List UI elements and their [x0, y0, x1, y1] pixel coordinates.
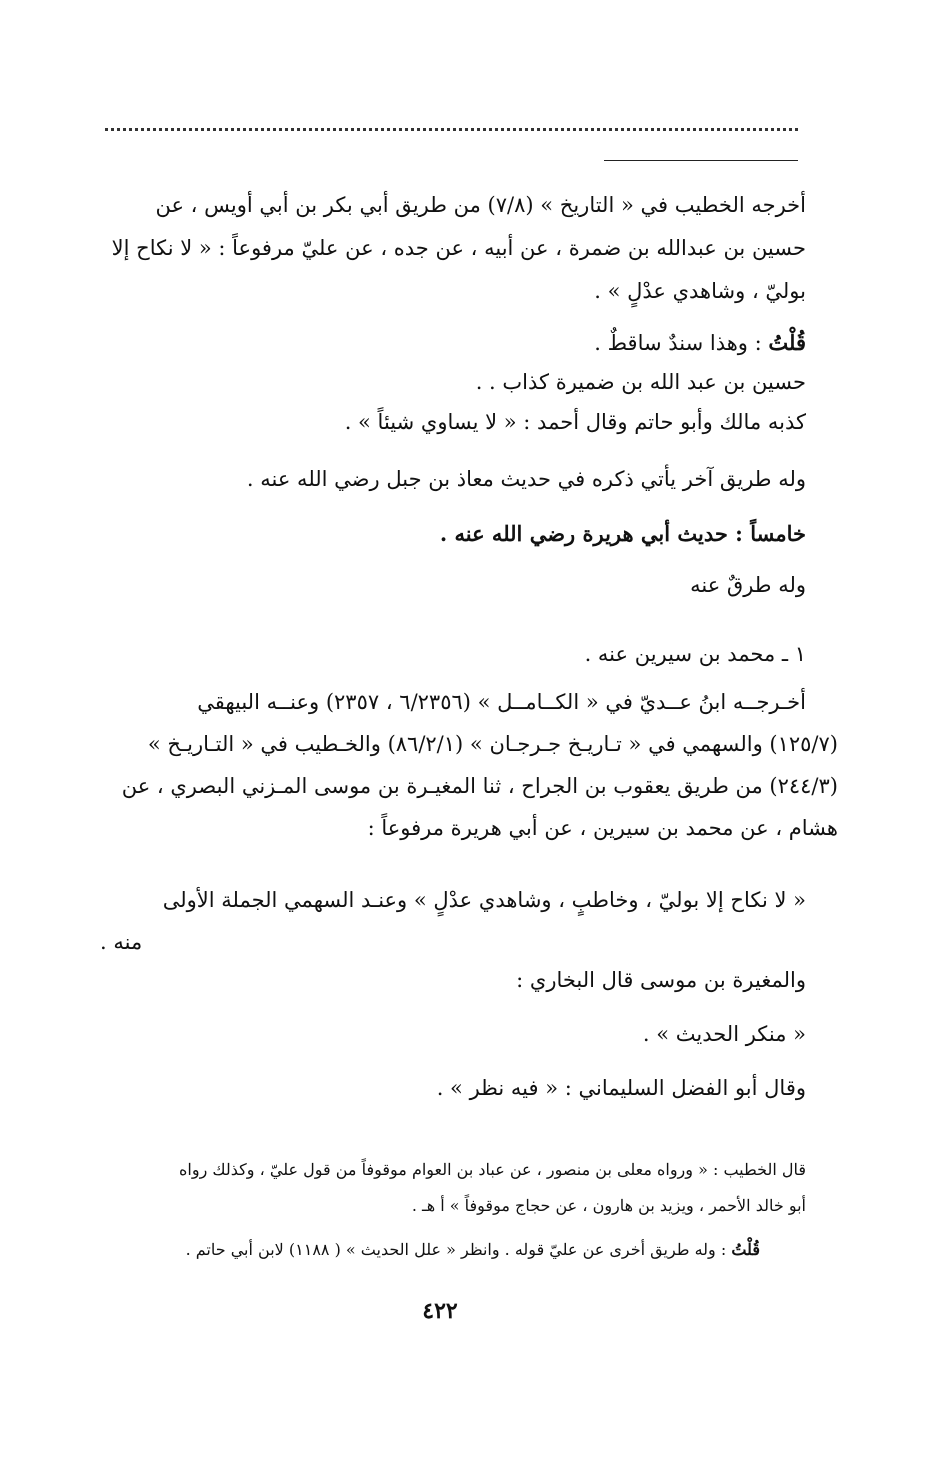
para2-line3: (٢٤٤/٣) من طريق يعقوب بن الجراح ، ثنا المغيـرة بن موسى المـزني البصري ، عن — [121, 774, 838, 798]
mughira-line: والمغيرة بن موسى قال البخاري : — [516, 968, 806, 992]
footnote-line3 — [186, 1240, 760, 1259]
hadith-line1: « لا نكاح إلا بوليّ ، وخاطبٍ ، وشاهدي عدْلٍ » وعنـد السهمي الجملة الأولى — [162, 888, 806, 912]
other-route-line: وله طريق آخر يأتي ذكره في حديث معاذ بن جبل رضي الله عنه . — [246, 467, 806, 491]
section-heading-khamisan — [440, 521, 806, 546]
footnote-qultu-word: قُلْتُ — [731, 1240, 760, 1259]
para1-line3: بوليّ ، وشاهدي عدْلٍ » . — [594, 279, 806, 303]
para2-line1: أخـرجــه ابنُ عــديّ في « الكــامــل » (٦/٢٣٥٦ ، ٢٣٥٧) وعنــه البيهقي — [197, 690, 806, 714]
kadhdhabahu-line: كذبه مالك وأبو حاتم وقال أحمد : « لا يساوي شيئاً » . — [344, 410, 806, 434]
para1-line1: أخرجه الخطيب في « التاريخ » (٧/٨) من طريق أبي بكر بن أبي أويس ، عن — [155, 193, 806, 217]
qultu-line — [594, 330, 806, 355]
route-item-1: ١ ـ محمد بن سيرين عنه . — [584, 642, 806, 666]
routes-intro-line: وله طرقٌ عنه — [690, 573, 806, 597]
qultu-rest: : وهذا سندٌ ساقطٌ . — [594, 331, 769, 355]
para1-line2: حسين بن عبدالله بن ضمرة ، عن أبيه ، عن جده ، عن عليّ مرفوعاً : « لا نكاح إلا — [111, 236, 806, 260]
footnote-line3-rest: : وله طريق أخرى عن عليّ قوله . وانظر « علل الحديث » ( ١١٨٨) لابن أبي حاتم . — [185, 1240, 732, 1259]
husain-line: حسين بن عبد الله بن ضميرة كذاب . . — [475, 370, 806, 394]
para2-line4: هشام ، عن محمد بن سيرين ، عن أبي هريرة مرفوعاً : — [367, 816, 838, 840]
munkar-line: « منكر الحديث » . — [642, 1022, 806, 1046]
hadith-line2: منه . — [100, 930, 143, 954]
para2-line2: (١٢٥/٧) والسهمي في « تـاريـخ جـرجـان » (٨٦/٢/١) والخـطيب في « التـاريـخ » — [147, 732, 838, 756]
qultu-word: قُلْتُ — [768, 330, 806, 355]
khamisan-label: خامساً — [750, 521, 806, 546]
sulaymani-line: وقال أبو الفضل السليماني : « فيه نظر » . — [436, 1076, 806, 1100]
header-dotted-rule — [105, 128, 798, 131]
khamisan-rest: : حديث أبي هريرة رضي الله عنه . — [439, 521, 751, 546]
header-short-rule — [604, 160, 798, 161]
footnote-line1: قال الخطيب : « ورواه معلى بن منصور ، عن عباد بن العوام موقوفاً من قول عليّ ، وكذلك رواه — [179, 1160, 806, 1179]
footnote-line2: أبو خالد الأحمر ، ويزيد بن هارون ، عن حجاج موقوفاً » أ هـ . — [411, 1196, 806, 1215]
page-number: ٤٢٢ — [422, 1298, 458, 1324]
